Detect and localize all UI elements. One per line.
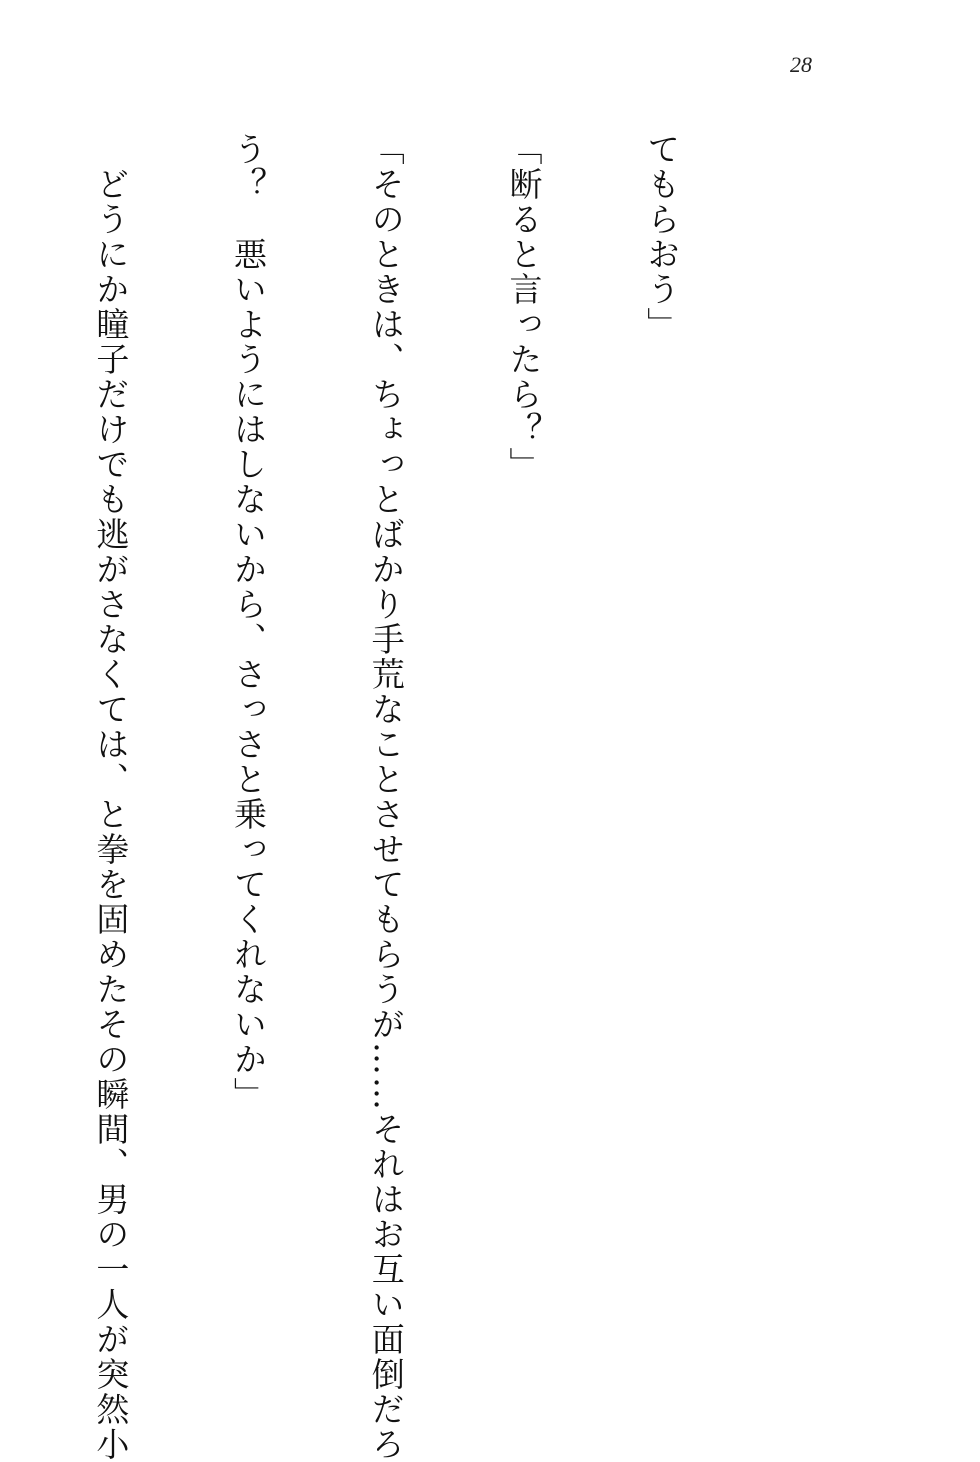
page-number: 28 [790, 52, 812, 77]
text-line-4: う？ 悪いようにはしないから、さっさと乗ってくれないか」 [229, 132, 269, 1112]
text-line-5: どうにか瞳子だけでも逃がさなくては、と拳を固めたその瞬間、男の一人が突然小 [91, 132, 131, 1462]
body-text [91, 132, 776, 1462]
text-line-3: 「そのときは、ちょっとばかり手荒なことさせてもらうが……それはお互い面倒だろ [366, 132, 406, 1462]
text-line-2: 「断ると言ったら？」 [504, 132, 544, 482]
text-line-1: てもらおう」 [642, 132, 682, 342]
